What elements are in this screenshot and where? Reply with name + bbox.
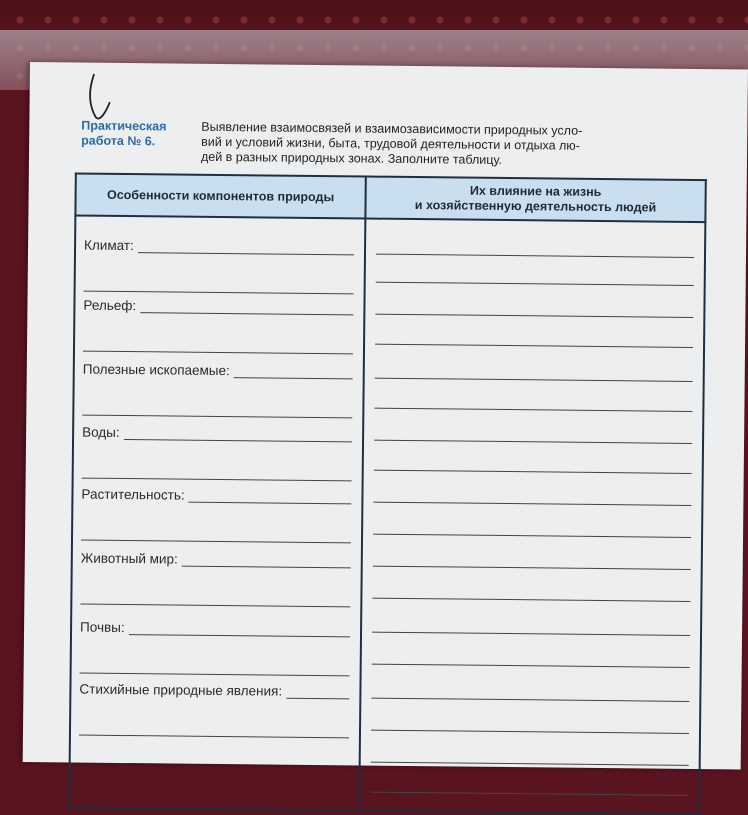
row-label-waters: Воды: — [82, 424, 120, 440]
workbook-page — [23, 62, 748, 769]
row-label-minerals: Полезные ископаемые: — [82, 361, 230, 379]
answer-line[interactable] — [124, 427, 353, 442]
components-column — [69, 215, 365, 810]
row-wildlife[interactable] — [72, 547, 361, 607]
answer-line[interactable] — [371, 762, 689, 766]
answer-line[interactable] — [373, 534, 691, 538]
col2-header-line1: Их влияние на жизнь — [469, 183, 602, 199]
answer-line[interactable] — [81, 516, 351, 544]
answer-line[interactable] — [84, 267, 354, 295]
task-line-3: дей в разных природных зонах. Заполните таблицу. — [200, 149, 503, 167]
answer-line[interactable] — [182, 554, 351, 569]
influence-column — [359, 219, 705, 815]
row-label-relief: Рельеф: — [83, 297, 137, 314]
exercise-heading — [81, 118, 681, 167]
answer-line[interactable] — [375, 344, 693, 348]
answer-line[interactable] — [129, 622, 351, 637]
answer-line[interactable] — [373, 566, 691, 570]
answer-line[interactable] — [375, 378, 693, 382]
row-label-soils: Почвы: — [80, 619, 125, 636]
task-line-2: вий и условий жизни, быта, трудовой деятельности и отдыха лю- — [201, 134, 580, 153]
answer-line[interactable] — [82, 454, 352, 482]
answer-line[interactable] — [376, 254, 694, 258]
answer-line[interactable] — [138, 240, 354, 255]
exercise-label-line2: работа № 6. — [81, 133, 156, 149]
answer-line[interactable] — [374, 470, 692, 474]
answer-line[interactable] — [79, 711, 349, 739]
row-label-climate: Климат: — [84, 237, 134, 254]
exercise-label-line1: Практическая — [81, 118, 167, 134]
row-label-natural-hazards: Стихийные природные явления: — [79, 681, 283, 699]
answer-line[interactable] — [189, 490, 352, 505]
answer-line[interactable] — [376, 282, 694, 286]
answer-line[interactable] — [373, 502, 691, 506]
row-label-vegetation: Растительность: — [81, 486, 185, 503]
row-soils[interactable] — [72, 616, 361, 676]
answer-line[interactable] — [80, 649, 350, 677]
answer-line[interactable] — [374, 440, 692, 444]
answer-line[interactable] — [140, 300, 353, 315]
answer-line[interactable] — [371, 698, 689, 702]
row-minerals[interactable] — [74, 358, 363, 418]
col2-header — [365, 177, 705, 223]
row-climate[interactable] — [76, 234, 365, 294]
answer-line[interactable] — [374, 408, 692, 412]
row-vegetation[interactable] — [73, 483, 362, 543]
answer-line[interactable] — [371, 730, 689, 734]
worksheet-table — [68, 172, 707, 815]
answer-line[interactable] — [372, 664, 690, 668]
row-waters[interactable] — [74, 421, 363, 481]
answer-line[interactable] — [370, 792, 688, 796]
exercise-label — [81, 119, 199, 150]
answer-line[interactable] — [372, 632, 690, 636]
task-line-1: Выявление взаимосвязей и взаимозависимости природных усло- — [201, 119, 583, 138]
col1-header: Особенности компонентов природы — [75, 173, 365, 218]
answer-line[interactable] — [372, 598, 690, 602]
answer-line[interactable] — [80, 580, 350, 608]
col2-header-line2: и хозяйственную деятельность людей — [414, 198, 657, 215]
row-natural-hazards[interactable] — [71, 678, 360, 738]
exercise-task — [201, 120, 641, 170]
row-label-wildlife: Животный мир: — [80, 550, 178, 567]
answer-line[interactable] — [286, 686, 349, 700]
answer-line[interactable] — [234, 365, 353, 379]
answer-line[interactable] — [375, 314, 693, 318]
row-relief[interactable] — [75, 294, 364, 354]
answer-line[interactable] — [83, 327, 353, 355]
answer-line[interactable] — [82, 391, 352, 419]
